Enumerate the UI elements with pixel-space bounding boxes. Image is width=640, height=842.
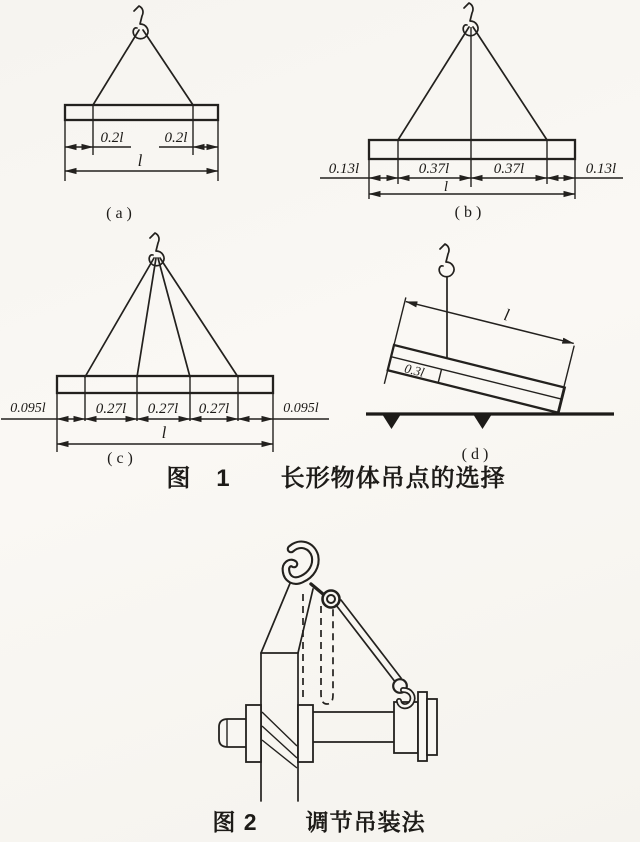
tilted-beam-group — [384, 281, 580, 426]
dim-label: 0.095l — [283, 401, 319, 416]
crane-hook-icon — [439, 244, 454, 277]
dim-label-total: l — [137, 151, 143, 170]
shackle-ring-inner — [327, 595, 335, 603]
beam — [57, 376, 273, 393]
sling-line — [160, 258, 238, 377]
dim-label: 0.37l — [493, 161, 525, 177]
panel-label: (a) — [106, 205, 136, 222]
ground-support-triangle — [382, 414, 401, 429]
sling-line — [93, 30, 139, 105]
dim-label: 0.13l — [585, 161, 617, 177]
sling-line — [85, 258, 154, 377]
turnbuckle-rod-edge — [336, 605, 396, 683]
shaft-end-flange — [418, 692, 427, 761]
hidden-loop-line — [321, 606, 333, 704]
dim-label: 0.27l — [198, 401, 230, 417]
beam — [65, 105, 218, 120]
sling-line — [143, 30, 193, 105]
dim-label-length: l — [502, 305, 512, 325]
beam — [369, 140, 575, 159]
figure2-caption: 图 2 调节吊装法 — [212, 809, 426, 835]
dim-label: 0.2l — [100, 130, 124, 146]
dim-label: 0.27l — [147, 401, 179, 417]
shaft-stub — [219, 719, 247, 747]
figure1-panel-a — [65, 6, 218, 222]
figure2-drawing — [219, 545, 437, 801]
band-edge-line — [298, 589, 313, 653]
dim-label: 0.13l — [328, 161, 360, 177]
turnbuckle-rod-edge — [341, 600, 401, 678]
sling-line — [473, 27, 547, 140]
sling-line — [158, 258, 190, 377]
shaft-end-block — [394, 702, 418, 753]
extension-line — [384, 297, 406, 383]
band-wrap-line — [262, 712, 297, 746]
dim-label: 0.2l — [164, 130, 188, 146]
band-edge-line — [261, 581, 291, 653]
ground-support-triangle — [473, 414, 492, 429]
sling-line — [137, 258, 156, 377]
dim-label-total: l — [443, 179, 449, 195]
panel-label: (c) — [107, 450, 137, 467]
figure1-caption: 图 1 长形物体吊点的选择 — [166, 465, 506, 492]
offset-divider-line — [438, 369, 441, 383]
sling-line — [398, 27, 469, 140]
dim-arrow-line — [406, 302, 574, 344]
shaft-end-cap — [427, 699, 437, 755]
panel-label: (b) — [454, 204, 486, 221]
figure1-panel-d — [366, 244, 614, 463]
dim-label-offset: 0.3l — [403, 360, 426, 380]
shaft-collar — [298, 705, 313, 762]
figure1-panel-b — [320, 3, 623, 221]
extension-line — [557, 346, 574, 414]
beam — [388, 345, 565, 413]
dim-label: 0.095l — [10, 401, 46, 416]
dim-label-total: l — [161, 423, 167, 442]
shaft-collar — [246, 705, 261, 762]
figure1-panel-c — [1, 233, 329, 467]
shackle-ring — [323, 591, 340, 608]
dim-label: 0.37l — [418, 161, 450, 177]
dim-label: 0.27l — [95, 401, 127, 417]
panel-label: (d) — [461, 446, 493, 463]
